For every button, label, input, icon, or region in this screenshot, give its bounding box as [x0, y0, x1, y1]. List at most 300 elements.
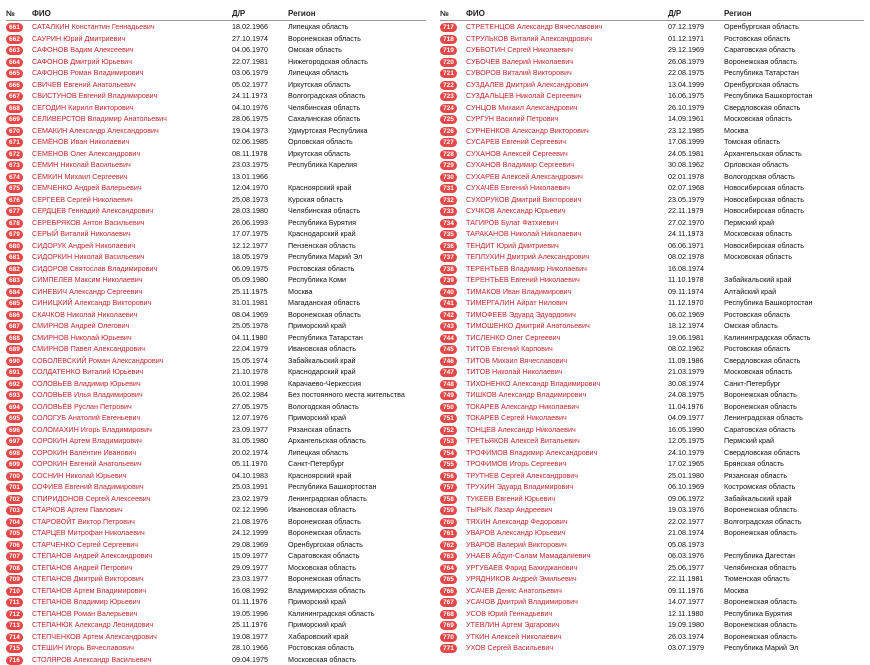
row-number: 731	[440, 184, 457, 193]
row-fio: СУББОТИН Сергей Николаевич	[466, 44, 668, 56]
row-fio: ТЫРЫК Лазар Андреевич	[466, 504, 668, 516]
row-region: Воронежская область	[288, 33, 426, 45]
table-row	[6, 493, 426, 505]
row-number-cell	[440, 56, 466, 68]
row-number: 739	[440, 276, 457, 285]
table-row	[6, 378, 426, 390]
row-region: Ивановская область	[288, 504, 426, 516]
table-row	[6, 527, 426, 539]
row-region: Калининградская область	[288, 608, 426, 620]
row-region: Санкт-Петербург	[288, 458, 426, 470]
row-region: Новосибирская область	[724, 194, 864, 206]
row-dob: 01.11.1976	[232, 596, 288, 608]
row-number: 662	[6, 35, 23, 44]
row-number: 718	[440, 35, 457, 44]
row-fio: СОЛОГУБ Анатолий Евгеньевич	[32, 412, 232, 424]
row-dob: 22.08.1975	[668, 67, 724, 79]
table-row	[6, 79, 426, 91]
row-number: 759	[440, 506, 457, 515]
table-row	[440, 642, 864, 654]
row-fio: СУХАНОВ Алексей Сергеевич	[466, 148, 668, 160]
row-fio: УТЕВЛИН Артем Эдгарович	[466, 619, 668, 631]
row-fio: СТЕПАНОВ Андрей Петрович	[32, 562, 232, 574]
row-number-cell	[6, 654, 32, 665]
row-number-cell	[6, 447, 32, 459]
row-fio: СМИРНОВ Николай Юрьевич	[32, 332, 232, 344]
table-row	[6, 274, 426, 286]
table-row	[6, 355, 426, 367]
row-fio: ТИТОВ Николай Николаевич	[466, 366, 668, 378]
row-number-cell	[6, 113, 32, 125]
row-fio: СОРОКИН Артем Владимирович	[32, 435, 232, 447]
row-number-cell	[440, 458, 466, 470]
row-region: Хабаровский край	[288, 631, 426, 643]
row-region: Карачаево-Черкессия	[288, 378, 426, 390]
row-dob: 31.05.1980	[232, 435, 288, 447]
row-number: 769	[440, 621, 457, 630]
row-number: 661	[6, 23, 23, 32]
row-dob: 19.08.1977	[232, 631, 288, 643]
row-number-cell	[6, 562, 32, 574]
row-number-cell	[6, 263, 32, 275]
table-row	[440, 125, 864, 137]
row-region: Свердловская область	[724, 447, 864, 459]
header-region: Регион	[288, 9, 426, 18]
row-fio: СТЕПЧЕНКОВ Артем Александрович	[32, 631, 232, 643]
row-number: 674	[6, 173, 23, 182]
row-dob: 17.08.1999	[668, 136, 724, 148]
row-region: Москва	[724, 585, 864, 597]
row-number-cell	[440, 516, 466, 528]
row-dob: 08.04.1969	[232, 309, 288, 321]
table-row	[6, 389, 426, 401]
row-fio: СУХАРЕВ Алексей Александрович	[466, 171, 668, 183]
row-number: 747	[440, 368, 457, 377]
row-dob: 17.02.1965	[668, 458, 724, 470]
row-dob: 04.09.1977	[668, 412, 724, 424]
table-row	[6, 320, 426, 332]
row-dob: 05.08.1973	[668, 539, 724, 551]
row-dob: 25.11.1976	[232, 619, 288, 631]
table-row	[6, 171, 426, 183]
table-row	[6, 424, 426, 436]
table-row	[6, 619, 426, 631]
row-fio: ТРОФИМОВ Игорь Сергеевич	[466, 458, 668, 470]
row-dob: 28.03.1980	[232, 205, 288, 217]
row-number: 665	[6, 69, 23, 78]
row-number-cell	[440, 33, 466, 45]
row-fio: ТУКЕЕВ Евгений Юрьевич	[466, 493, 668, 505]
table-row	[6, 286, 426, 298]
row-dob: 27.02.1970	[668, 217, 724, 229]
row-region: Магаданская область	[288, 297, 426, 309]
table-row	[440, 596, 864, 608]
row-dob: 14.07.1977	[668, 596, 724, 608]
row-fio: ТАРАКАНОВ Николай Николаевич	[466, 228, 668, 240]
row-dob: 18.12.1974	[668, 320, 724, 332]
row-region: Республика Башкортостан	[288, 481, 426, 493]
row-fio: САУРИН Юрий Дмитриевич	[32, 33, 232, 45]
row-number: 717	[440, 23, 457, 32]
row-fio: УВАРОВ Александр Юрьевич	[466, 527, 668, 539]
row-number-cell	[6, 585, 32, 597]
row-number-cell	[440, 148, 466, 160]
row-number: 762	[440, 541, 457, 550]
row-dob: 21.03.1979	[668, 366, 724, 378]
row-number: 667	[6, 92, 23, 101]
row-region: Республика Бурятия	[288, 217, 426, 229]
row-number: 737	[440, 253, 457, 262]
row-number: 680	[6, 242, 23, 251]
row-region: Забайкальский край	[724, 274, 864, 286]
row-number: 677	[6, 207, 23, 216]
row-dob: 29.12.1969	[668, 44, 724, 56]
row-region: Воронежская область	[724, 619, 864, 631]
row-fio: УСОВ Юрий Геннадьевич	[466, 608, 668, 620]
row-fio: СОРОКИН Евгений Анатольевич	[32, 458, 232, 470]
row-number: 752	[440, 426, 457, 435]
row-fio: ТЕНДИТ Юрий Дмитриевич	[466, 240, 668, 252]
table-row	[440, 240, 864, 252]
row-fio: ТИТОВ Михаил Вячеславович	[466, 355, 668, 367]
row-number: 753	[440, 437, 457, 446]
row-dob: 08.11.1978	[232, 148, 288, 160]
row-number: 684	[6, 288, 23, 297]
table-row	[440, 309, 864, 321]
row-number: 751	[440, 414, 457, 423]
row-fio: ТРУТНЕВ Сергей Александрович	[466, 470, 668, 482]
row-dob: 11.04.1976	[668, 401, 724, 413]
row-number-cell	[6, 171, 32, 183]
row-region: Воронежская область	[724, 504, 864, 516]
row-region: Республика Коми	[288, 274, 426, 286]
row-region: Липецкая область	[288, 67, 426, 79]
row-number: 763	[440, 552, 457, 561]
row-number: 669	[6, 115, 23, 124]
row-number: 708	[6, 564, 23, 573]
row-number-cell	[6, 539, 32, 551]
row-fio: СОФИЕВ Евгений Владимирович	[32, 481, 232, 493]
row-number: 682	[6, 265, 23, 274]
row-region: Новосибирская область	[724, 182, 864, 194]
row-number: 689	[6, 345, 23, 354]
table-row	[440, 401, 864, 413]
row-region: Нижегородская область	[288, 56, 426, 68]
row-fio: СЕЛИВЕРСТОВ Владимир Анатольевич	[32, 113, 232, 125]
row-fio: СТАРЦЕВ Митрофан Николаевич	[32, 527, 232, 539]
row-region: Иркутская область	[288, 79, 426, 91]
row-fio: СТАРКОВ Артем Павлович	[32, 504, 232, 516]
row-fio: СУЗДАЛЬЦЕВ Николай Сергеевич	[466, 90, 668, 102]
row-region: Московская область	[288, 562, 426, 574]
row-dob: 23.12.1985	[668, 125, 724, 137]
header-region: Регион	[724, 9, 864, 18]
row-number-cell	[440, 217, 466, 229]
row-number-cell	[440, 378, 466, 390]
header-fio: ФИО	[466, 9, 668, 18]
row-dob: 11.09.1986	[668, 355, 724, 367]
table-row	[440, 573, 864, 585]
row-region: Брянская область	[724, 458, 864, 470]
row-fio: ТЕПЛУХИН Дмитрий Александрович	[466, 251, 668, 263]
row-number: 766	[440, 587, 457, 596]
row-number-cell	[440, 171, 466, 183]
row-number: 771	[440, 644, 457, 653]
row-number-cell	[6, 159, 32, 171]
row-number-cell	[440, 286, 466, 298]
row-number-cell	[440, 504, 466, 516]
table-row	[440, 136, 864, 148]
row-dob: 25.01.1980	[668, 470, 724, 482]
row-region: Ростовская область	[724, 33, 864, 45]
table-row	[440, 90, 864, 102]
row-fio: СУХАНОВ Владимир Сергеевич	[466, 159, 668, 171]
row-fio: УНАЕВ Абдул-Салам Мамадалиевич	[466, 550, 668, 562]
table-row	[6, 458, 426, 470]
row-dob: 03.06.1979	[232, 67, 288, 79]
row-fio: ТИТОВ Евгений Карпович	[466, 343, 668, 355]
row-number: 721	[440, 69, 457, 78]
row-fio: СОЛДАТЕНКО Виталий Юрьевич	[32, 366, 232, 378]
row-number: 678	[6, 219, 23, 228]
row-number: 683	[6, 276, 23, 285]
table-row	[440, 366, 864, 378]
row-fio: СЕГОДИН Кирилл Викторович	[32, 102, 232, 114]
row-region: Оренбургская область	[724, 79, 864, 91]
table-row	[6, 263, 426, 275]
row-region: Омская область	[724, 320, 864, 332]
row-region: Республика Марий Эл	[288, 251, 426, 263]
row-number: 690	[6, 357, 23, 366]
table-row	[6, 366, 426, 378]
row-dob: 26.03.1974	[668, 631, 724, 643]
row-dob: 11.10.1978	[668, 274, 724, 286]
row-region: Воронежская область	[724, 389, 864, 401]
row-number: 742	[440, 311, 457, 320]
row-number: 675	[6, 184, 23, 193]
row-dob: 17.07.1975	[232, 228, 288, 240]
row-fio: СПИРИДОНОВ Сергей Алексеевич	[32, 493, 232, 505]
row-number-cell	[6, 251, 32, 263]
row-number-cell	[6, 274, 32, 286]
left-table	[6, 6, 426, 665]
row-dob: 25.05.1978	[232, 320, 288, 332]
row-dob: 02.01.1978	[668, 171, 724, 183]
table-row	[6, 435, 426, 447]
table-row	[440, 608, 864, 620]
row-number: 760	[440, 518, 457, 527]
row-region: Республика Башкортостан	[724, 90, 864, 102]
row-number: 706	[6, 541, 23, 550]
row-fio: УСАЧОВ Дмитрий Владимирович	[466, 596, 668, 608]
row-region: Воронежская область	[724, 527, 864, 539]
row-number-cell	[440, 539, 466, 551]
table-row	[6, 194, 426, 206]
row-number-cell	[6, 102, 32, 114]
header-dob: Д/Р	[668, 9, 724, 18]
row-number-cell	[440, 205, 466, 217]
row-dob: 12.12.1977	[232, 240, 288, 252]
row-dob: 07.12.1979	[668, 21, 724, 33]
row-number: 698	[6, 449, 23, 458]
row-number-cell	[440, 401, 466, 413]
row-region: Воронежская область	[288, 516, 426, 528]
row-region: Воронежская область	[288, 309, 426, 321]
table-row	[6, 562, 426, 574]
row-dob: 02.06.1985	[232, 136, 288, 148]
row-number: 705	[6, 529, 23, 538]
row-dob: 26.08.1979	[668, 56, 724, 68]
row-fio: СЕМЧЕНКО Андрей Валерьевич	[32, 182, 232, 194]
row-dob: 06.03.1976	[668, 550, 724, 562]
row-fio: ТИМЕРГАЛИН Айрат Нилович	[466, 297, 668, 309]
row-dob: 03.07.1979	[668, 642, 724, 654]
row-region: Республика Карелия	[288, 159, 426, 171]
row-fio: СОЛОВЬЕВ Владимир Юрьевич	[32, 378, 232, 390]
table-body	[440, 21, 864, 654]
row-fio: СОЛОВЬЁВ Руслан Петрович	[32, 401, 232, 413]
table-row	[6, 343, 426, 355]
row-region: Омская область	[288, 44, 426, 56]
row-dob: 04.10.1976	[232, 102, 288, 114]
row-dob: 23.05.1979	[668, 194, 724, 206]
row-region: Воронежская область	[288, 527, 426, 539]
row-fio: СВИЧЕВ Евгений Анатольевич	[32, 79, 232, 91]
row-number: 699	[6, 460, 23, 469]
row-region: Ленинградская область	[724, 412, 864, 424]
row-number: 733	[440, 207, 457, 216]
row-dob: 16.05.1990	[668, 424, 724, 436]
row-number-cell	[440, 44, 466, 56]
row-region: Орловская область	[288, 136, 426, 148]
row-region: Воронежская область	[724, 596, 864, 608]
row-number-cell	[440, 228, 466, 240]
row-dob: 24.08.1975	[668, 389, 724, 401]
row-region: Волгоградская область	[288, 90, 426, 102]
row-number: 696	[6, 426, 23, 435]
row-number: 745	[440, 345, 457, 354]
row-region: Саратовская область	[288, 550, 426, 562]
row-number: 666	[6, 81, 23, 90]
header-fio: ФИО	[32, 9, 232, 18]
right-table	[440, 6, 864, 654]
row-number: 704	[6, 518, 23, 527]
row-dob: 08.02.1962	[668, 343, 724, 355]
row-number-cell	[440, 470, 466, 482]
row-dob: 20.02.1974	[232, 447, 288, 459]
row-fio: СТЕПАНОВ Артем Владимирович	[32, 585, 232, 597]
table-row	[440, 619, 864, 631]
row-number: 744	[440, 334, 457, 343]
row-fio: СЕРДЦЕВ Геннадий Александрович	[32, 205, 232, 217]
row-dob: 19.05.1996	[232, 608, 288, 620]
table-row	[440, 251, 864, 263]
row-number: 679	[6, 230, 23, 239]
row-dob: 13.01.1966	[232, 171, 288, 183]
row-fio: СОЛОМАХИН Игорь Владимирович	[32, 424, 232, 436]
table-row	[440, 113, 864, 125]
row-region: Забайкальский край	[288, 355, 426, 367]
row-dob: 05.11.1970	[232, 458, 288, 470]
row-fio: ТАГИРОВ Булат Фатхиевич	[466, 217, 668, 229]
row-number-cell	[440, 573, 466, 585]
row-number-cell	[6, 44, 32, 56]
table-row	[440, 67, 864, 79]
table-row	[6, 136, 426, 148]
table-row	[6, 205, 426, 217]
row-fio: СУСАРЕВ Евгений Сергеевич	[466, 136, 668, 148]
row-fio: СМИРНОВ Андрей Олегович	[32, 320, 232, 332]
row-region: Свердловская область	[724, 102, 864, 114]
table-row	[440, 320, 864, 332]
row-region: Республика Дагестан	[724, 550, 864, 562]
row-dob: 22.07.1981	[232, 56, 288, 68]
table-row	[440, 435, 864, 447]
row-fio: УХОВ Сергей Васильевич	[466, 642, 668, 654]
row-dob: 22.11.1981	[668, 573, 724, 585]
row-number-cell	[440, 608, 466, 620]
row-region: Томская область	[724, 136, 864, 148]
row-number: 728	[440, 150, 457, 159]
row-number-cell	[6, 148, 32, 160]
table-row	[440, 21, 864, 33]
table-row	[440, 378, 864, 390]
row-number: 761	[440, 529, 457, 538]
row-number: 719	[440, 46, 457, 55]
row-number-cell	[6, 125, 32, 137]
table-row	[440, 481, 864, 493]
row-dob: 15.09.1977	[232, 550, 288, 562]
row-region: Санкт-Петербург	[724, 378, 864, 390]
row-region: Саратовская область	[724, 424, 864, 436]
row-dob: 19.06.1981	[668, 332, 724, 344]
row-number-cell	[440, 113, 466, 125]
row-number: 724	[440, 104, 457, 113]
table-row	[440, 585, 864, 597]
row-fio: СУХОРУКОВ Дмитрий Викторович	[466, 194, 668, 206]
row-fio: ТОКАРЕВ Александр Николаевич	[466, 401, 668, 413]
table-row	[6, 44, 426, 56]
table-row	[440, 447, 864, 459]
row-fio: СТОЛЯРОВ Александр Васильевич	[32, 654, 232, 665]
row-region: Пермский край	[724, 217, 864, 229]
row-number: 670	[6, 127, 23, 136]
row-region: Оренбургская область	[288, 539, 426, 551]
table-row	[6, 240, 426, 252]
row-number: 712	[6, 610, 23, 619]
row-number: 743	[440, 322, 457, 331]
table-row	[6, 297, 426, 309]
table-row	[440, 631, 864, 643]
row-number-cell	[440, 343, 466, 355]
row-number-cell	[440, 274, 466, 286]
row-number: 715	[6, 644, 23, 653]
row-region: Иркутская область	[288, 148, 426, 160]
row-region: Архангельская область	[724, 148, 864, 160]
row-fio: УРГУБАЕВ Фарид Бахиджанович	[466, 562, 668, 574]
row-fio: СЕМЁНОВ Иван Николаевич	[32, 136, 232, 148]
row-dob: 08.02.1978	[668, 251, 724, 263]
row-dob: 10.01.1998	[232, 378, 288, 390]
row-number-cell	[6, 516, 32, 528]
table-row	[6, 516, 426, 528]
row-number-cell	[440, 447, 466, 459]
row-number-cell	[6, 458, 32, 470]
row-region: Без постоянного места жительства	[288, 389, 426, 401]
row-fio: СУРГУН Василий Петрович	[466, 113, 668, 125]
header-num: №	[440, 9, 466, 18]
row-dob: 25.03.1991	[232, 481, 288, 493]
